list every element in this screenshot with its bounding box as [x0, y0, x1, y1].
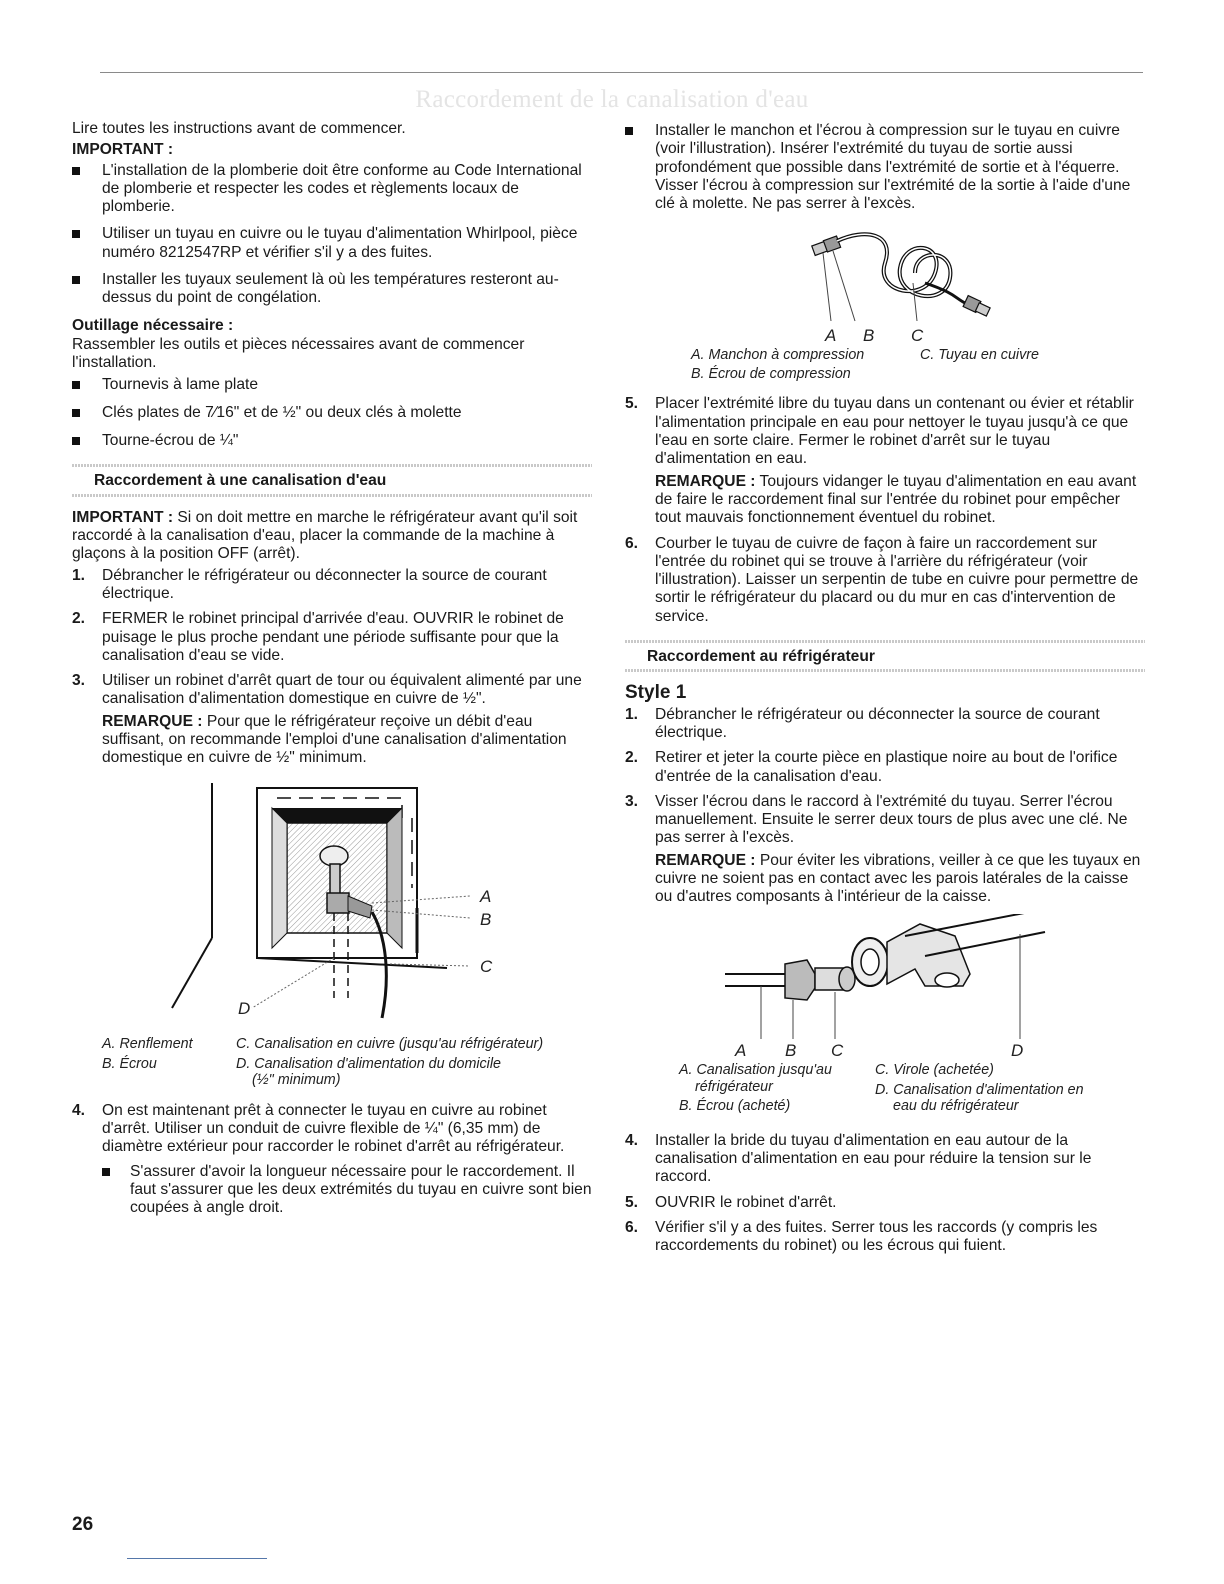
step-item: 5. Placer l'extrémité libre du tuyau dans un contenant ou évier et rétablir l'alimentation principale en eau pour nettoyer le tuyau jusqu'à ce que l'eau en sorte claire. Fermer le robinet d'arrêt sur le tuyau d'alimentation en eau. REMARQUE : Toujours vidanger le tuyau d'alimentation en eau avant de faire le raccordement final sur l'entrée du robinet pour empêcher tout mauvais fonctionnement éventuel du robinet. [625, 395, 1145, 527]
step-item: 4. Installer la bride du tuyau d'alimentation en eau autour de la canalisation d'alimentation en eau pour réduire la tension sur le raccord. [625, 1131, 1092, 1186]
step-item: 6. Courber le tuyau de cuivre de façon à faire un raccordement sur l'entrée du robinet qui se trouve à l'arrière du réfrigérateur (voir l'illustration). Laisser un serpentin de tube en cuivre pour permettre de sortir le réfrigérateur du placard ou du mur en cas d'intervention de service. [625, 534, 1139, 625]
list-item: Tourne-écrou de ¼" [72, 432, 592, 450]
refrigerator-connection-figure [625, 914, 1145, 1062]
section-heading-water-line: Raccordement à une canalisation d'eau [72, 464, 592, 496]
step-note: REMARQUE : Pour éviter les vibrations, veiller à ce que les tuyaux en cuivre ne soient pas en contact avec les parois latérales de la caisse ou d'autres composants à l'intérieur de la caisse. [655, 851, 1141, 906]
step-item: 2. Retirer et jeter la courte pièce en plastique noire au bout de l'orifice d'entrée de la canalisation d'eau. [625, 749, 1118, 785]
list-item: Tournevis à lame plate [72, 376, 592, 394]
bullet-icon [72, 230, 80, 238]
figure2-label-a: A [825, 326, 837, 346]
bullet-icon [72, 409, 80, 417]
copper-coil-illustration [625, 223, 1145, 353]
bottom-link-underline [127, 1558, 267, 1559]
style-heading: Style 1 [625, 682, 687, 704]
final-steps-list [625, 1132, 1145, 1256]
figure3-label-a: A [735, 1040, 747, 1060]
bullet-icon [72, 437, 80, 445]
list-item: Installer les tuyaux seulement là où les températures resteront au-dessus du point de congélation. [72, 271, 592, 308]
tools-intro: Rassembler les outils et pièces nécessaires avant de commencer l'installation. [72, 335, 525, 372]
shutoff-valve-illustration [72, 778, 592, 1038]
list-item: L'installation de la plomberie doit être conforme au Code International de plomberie et respecter les codes et règlements locaux de plomberie. [72, 162, 592, 217]
figure3-label-c: C [831, 1040, 844, 1060]
list-item: Installer le manchon et l'écrou à compression sur le tuyau en cuivre (voir l'illustration). Insérer l'extrémité du tuyau de sortie aussi profondément que possible dans l'extrémité de sortie et à l'équerre. Visser l'écrou à compression sur l'extrémité de la sortie à l'aide d'une clé à molette. Ne pas serrer à l'excès. [625, 122, 1145, 213]
step4-sub-list [102, 1163, 592, 1218]
bullet-icon [72, 167, 80, 175]
figure1-caption: A. Renflement B. Écrou C. Canalisation en cuivre (jusqu'au réfrigérateur) D. Canalisation d'alimentation du domicile (½" minimum) [102, 1035, 544, 1088]
figure1-label-c: C [480, 956, 493, 976]
left-column [72, 120, 592, 1224]
bullet-icon [72, 276, 80, 284]
tools-heading: Outillage nécessaire : [72, 316, 234, 334]
step-item: 4. On est maintenant prêt à connecter le tuyau en cuivre au robinet d'arrêt. Utiliser un conduit de cuivre flexible de ¼" (6,35 mm) de diamètre extérieur pour raccorder le robinet d'arrêt au réfrigérateur. S'assurer d'avoir la longueur nécessaire pour le raccordement. Il faut s'assurer que les deux extrémités du tuyau en cuivre sont bien coupées à angle droit. [72, 1101, 592, 1217]
important-list [72, 162, 592, 308]
figure3-label-b: B [785, 1040, 797, 1060]
intro-text: Lire toutes les instructions avant de commencer. [72, 120, 406, 137]
compression-list [625, 122, 1145, 213]
step-item: 2. FERMER le robinet principal d'arrivée d'eau. OUVRIR le robinet de puisage le plus proche pendant une période suffisante pour que la canalisation d'eau se vide. [72, 610, 564, 664]
step-item: 3. Utiliser un robinet d'arrêt quart de tour ou équivalent alimenté par une canalisation d'alimentation domestique en cuivre de ½". REMARQUE : Pour que le réfrigérateur reçoive un débit d'eau suffisant, on recommande l'emploi d'une canalisation d'alimentation domestique en cuivre de ½" minimum. [72, 672, 592, 767]
step4-list [72, 1102, 592, 1218]
figure1-label-b: B [480, 909, 492, 929]
step-item: 1. Débrancher le réfrigérateur ou déconnecter la source de courant électrique. [625, 705, 1100, 741]
list-item: Utiliser un tuyau en cuivre ou le tuyau d'alimentation Whirlpool, pièce numéro 8212547RP et vérifier s'il y a des fuites. [72, 225, 592, 262]
list-item: Clés plates de 7⁄16" et de ½" ou deux clés à molette [72, 404, 592, 422]
tools-list [72, 376, 592, 451]
figure3-caption: A. Canalisation jusqu'au réfrigérateur B. Écrou (acheté) C. Virole (achetée) D. Canalisation d'alimentation en eau du réfrigérateur [679, 1061, 1084, 1114]
shutoff-valve-figure [72, 778, 592, 1038]
page-number: 26 [72, 1514, 94, 1535]
style-steps-list [625, 706, 1145, 907]
refrigerator-connection-illustration [625, 914, 1145, 1062]
figure3-label-d: D [1011, 1040, 1024, 1060]
step-item: 5. OUVRIR le robinet d'arrêt. [625, 1193, 837, 1211]
important-label: IMPORTANT : [72, 141, 174, 159]
bullet-icon [102, 1168, 110, 1176]
step-item: 3. Visser l'écrou dans le raccord à l'extrémité du tuyau. Serrer l'écrou manuellement. Ensuite le serrer deux tours de plus avec une clé. Ne pas serrer à l'excès. REMARQUE : Pour éviter les vibrations, veiller à ce que les tuyaux en cuivre ne soient pas en contact avec les parois latérales de la caisse ou d'autres composants à l'intérieur de la caisse. [625, 793, 1145, 907]
figure1-label-d: D [238, 998, 251, 1018]
step-item: 1. Débrancher le réfrigérateur ou déconnecter la source de courant électrique. [72, 566, 547, 602]
step-note: REMARQUE : Pour que le réfrigérateur reçoive un débit d'eau suffisant, on recommande l'emploi d'une canalisation d'alimentation domestique en cuivre de ½" minimum. [102, 712, 567, 767]
step-note: REMARQUE : Toujours vidanger le tuyau d'alimentation en eau avant de faire le raccordement final sur l'entrée du robinet pour empêcher tout mauvais fonctionnement éventuel du robinet. [655, 472, 1137, 527]
copper-coil-figure [625, 223, 1145, 353]
figure2-label-b: B [863, 326, 875, 346]
step-item: 6. Vérifier s'il y a des fuites. Serrer tous les raccords (y compris les raccordements du robinet) ou les écrous qui fuient. [625, 1218, 1098, 1255]
bullet-icon [72, 381, 80, 389]
section1-important: IMPORTANT : Si on doit mettre en marche le réfrigérateur avant qu'il soit raccordé à la canalisation d'eau, placer la commande de la machine à glaçons à la position OFF (arrêt). [72, 508, 578, 563]
page-title: Raccordement de la canalisation d'eau [415, 86, 809, 113]
steps-list-right [625, 395, 1145, 626]
list-item: S'assurer d'avoir la longueur nécessaire pour le raccordement. Il faut s'assurer que les deux extrémités du tuyau en cuivre sont bien coupées à angle droit. [102, 1163, 592, 1218]
figure2-caption: A. Manchon à compression B. Écrou de compression C. Tuyau en cuivre [691, 347, 1039, 383]
top-rule [100, 72, 1143, 73]
section-heading-refrigerator: Raccordement au réfrigérateur [625, 640, 1145, 672]
figure2-label-c: C [911, 326, 924, 346]
bullet-icon [625, 127, 633, 135]
right-column [625, 120, 1145, 1262]
steps-list [72, 567, 592, 768]
figure1-label-a: A [480, 886, 492, 906]
